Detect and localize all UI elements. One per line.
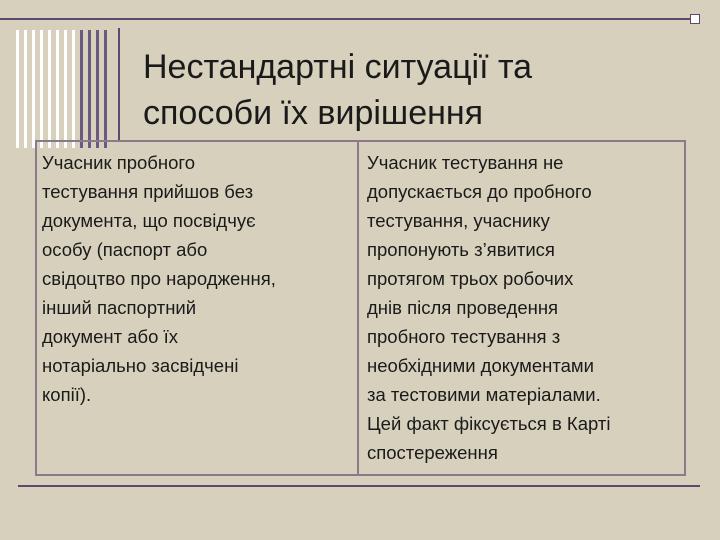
stripe [104,30,107,148]
stripe [96,30,99,148]
stripe [24,30,27,148]
title-divider [118,28,120,140]
decorative-stripes [16,30,126,148]
stripe [72,30,75,148]
stripe [40,30,43,148]
title-line-2: способи їх вирішення [143,94,484,132]
stripe [56,30,59,148]
bottom-rule [18,485,700,487]
solution-cell: Учасник тестування не допускається до пробного тестування, учаснику пропонують з’явитися протягом трьох робочих днів після проведення пробного тестування з необхідними документами за тестовими матеріалами. Цей факт фіксується в Карті спостереження [367,152,611,463]
top-rule [0,18,697,20]
stripe [48,30,51,148]
title-line-1: Нестандартні ситуації та [143,48,533,86]
stripe [16,30,19,148]
stripe [64,30,67,148]
stripe [32,30,35,148]
stripe [80,30,83,148]
slide-title [143,44,703,136]
situation-table [35,140,686,476]
top-rule-endcap [690,14,700,24]
situation-cell: Учасник пробного тестування прийшов без документа, що посвідчує особу (паспорт або свідоцтво про народження, інший паспортний документ або їх нотаріально засвідчені копії). [37,142,359,474]
stripe [88,30,91,148]
